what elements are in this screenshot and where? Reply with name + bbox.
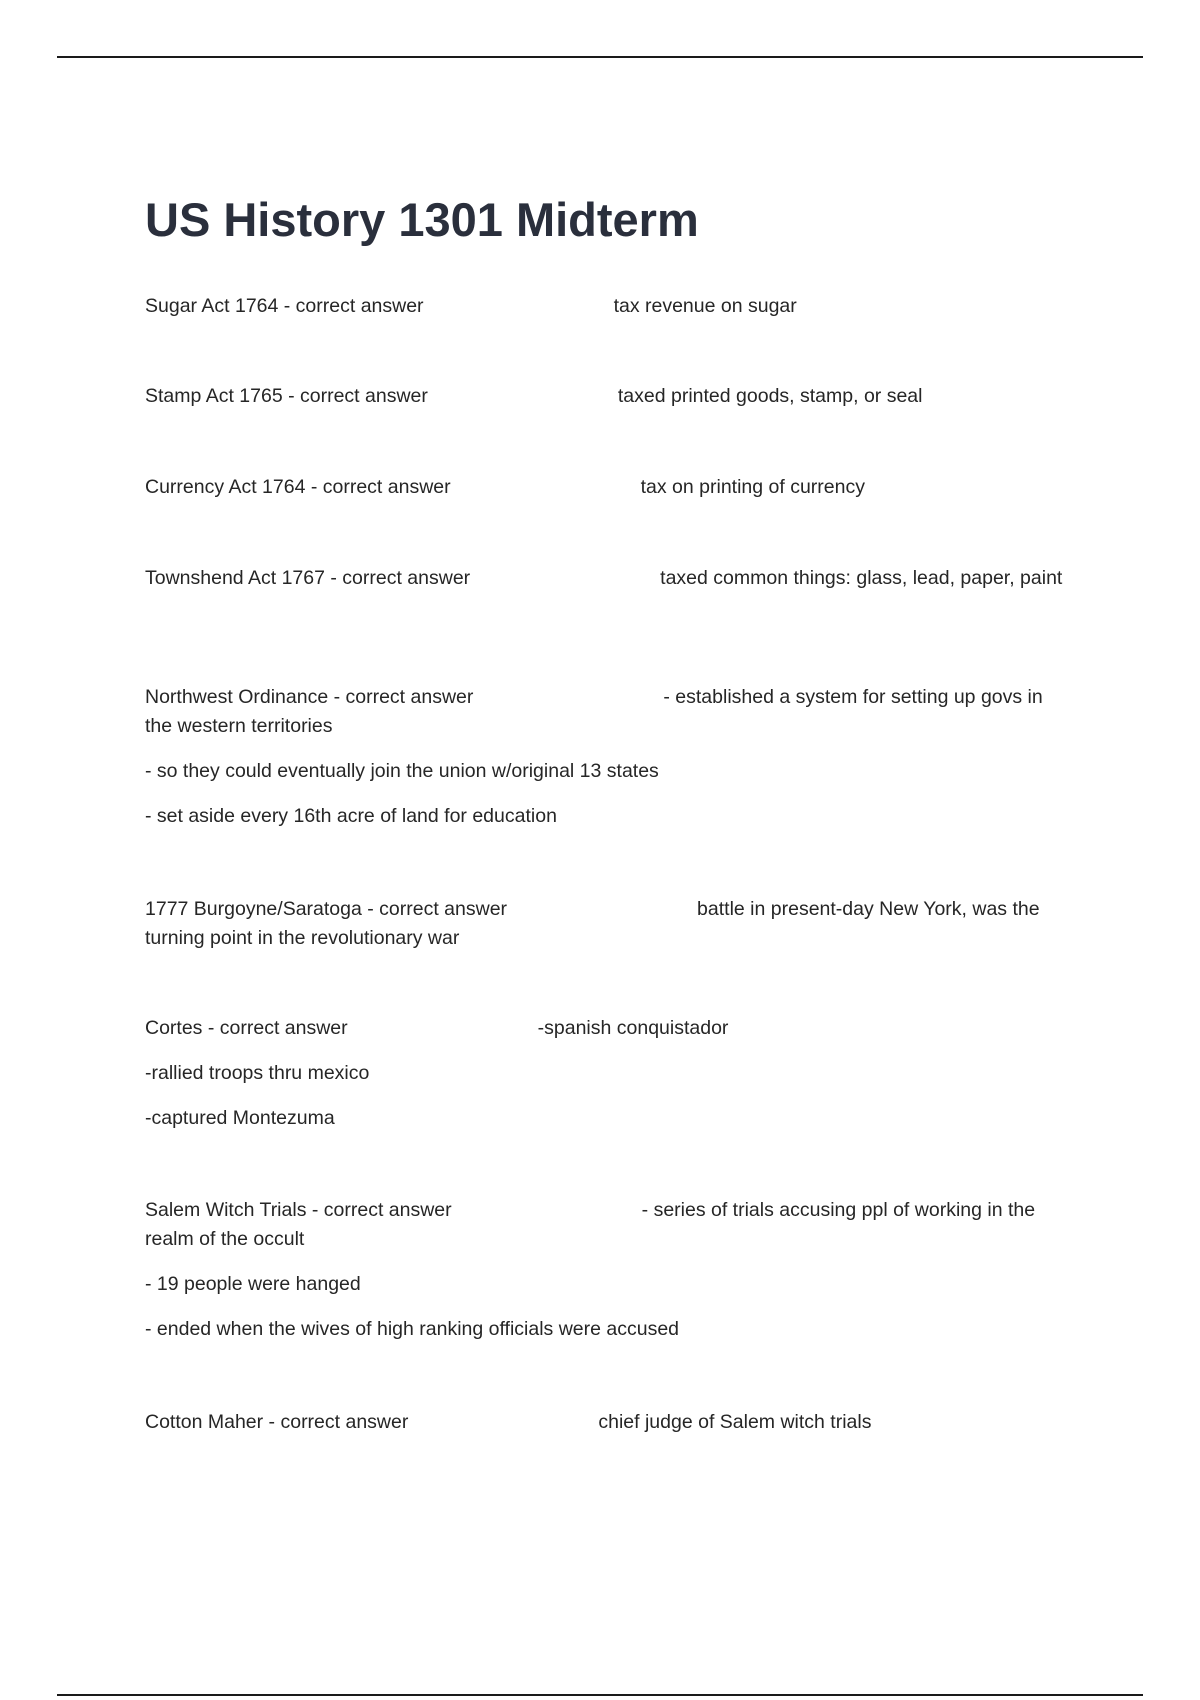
entry-definition: tax on printing of currency <box>640 476 865 498</box>
flashcard-entry <box>145 292 1075 321</box>
document-title: US History 1301 Midterm <box>145 193 699 246</box>
entry-detail-line: -rallied troops thru mexico <box>145 1062 370 1084</box>
entry-definition: taxed common things: glass, lead, paper, paint <box>660 567 1063 589</box>
flashcard-entry <box>145 683 1075 831</box>
entry-term: Sugar Act 1764 - correct answer <box>145 295 424 317</box>
entry-definition: chief judge of Salem witch trials <box>598 1411 872 1433</box>
top-rule <box>57 56 1143 58</box>
flashcard-entry <box>145 1196 1075 1344</box>
entry-detail-line: -captured Montezuma <box>145 1107 335 1129</box>
entry-detail-line: - ended when the wives of high ranking officials were accused <box>145 1318 680 1340</box>
entry-term: Cotton Maher - correct answer <box>145 1411 409 1433</box>
flashcard-entry <box>145 382 1075 411</box>
entry-term: Salem Witch Trials - correct answer <box>145 1199 452 1221</box>
entry-detail-line: - set aside every 16th acre of land for education <box>145 805 557 827</box>
entry-term: Northwest Ordinance - correct answer <box>145 686 474 708</box>
entry-definition: -spanish conquistador <box>537 1017 729 1039</box>
flashcard-entry <box>145 1408 1075 1437</box>
entry-detail-line: - so they could eventually join the union w/original 13 states <box>145 760 659 782</box>
entry-term: 1777 Burgoyne/Saratoga - correct answer <box>145 898 508 920</box>
entry-definition: - established a system for setting up govs in the western territories <box>145 686 1043 737</box>
flashcard-entry <box>145 895 1075 953</box>
entry-term: Stamp Act 1765 - correct answer <box>145 385 428 407</box>
entry-detail-line: - 19 people were hanged <box>145 1273 361 1295</box>
flashcard-entry <box>145 1014 1075 1133</box>
entry-definition: - series of trials accusing ppl of working in the realm of the occult <box>145 1199 1036 1250</box>
flashcard-entry <box>145 564 1075 593</box>
entry-definition: tax revenue on sugar <box>613 295 797 317</box>
entry-term: Townshend Act 1767 - correct answer <box>145 567 471 589</box>
entry-definition: taxed printed goods, stamp, or seal <box>617 385 923 407</box>
entry-term: Currency Act 1764 - correct answer <box>145 476 451 498</box>
bottom-rule <box>57 1694 1143 1696</box>
entry-definition: battle in present-day New York, was the turning point in the revolutionary war <box>145 898 1040 949</box>
flashcard-entry <box>145 473 1075 502</box>
entry-term: Cortes - correct answer <box>145 1017 348 1039</box>
